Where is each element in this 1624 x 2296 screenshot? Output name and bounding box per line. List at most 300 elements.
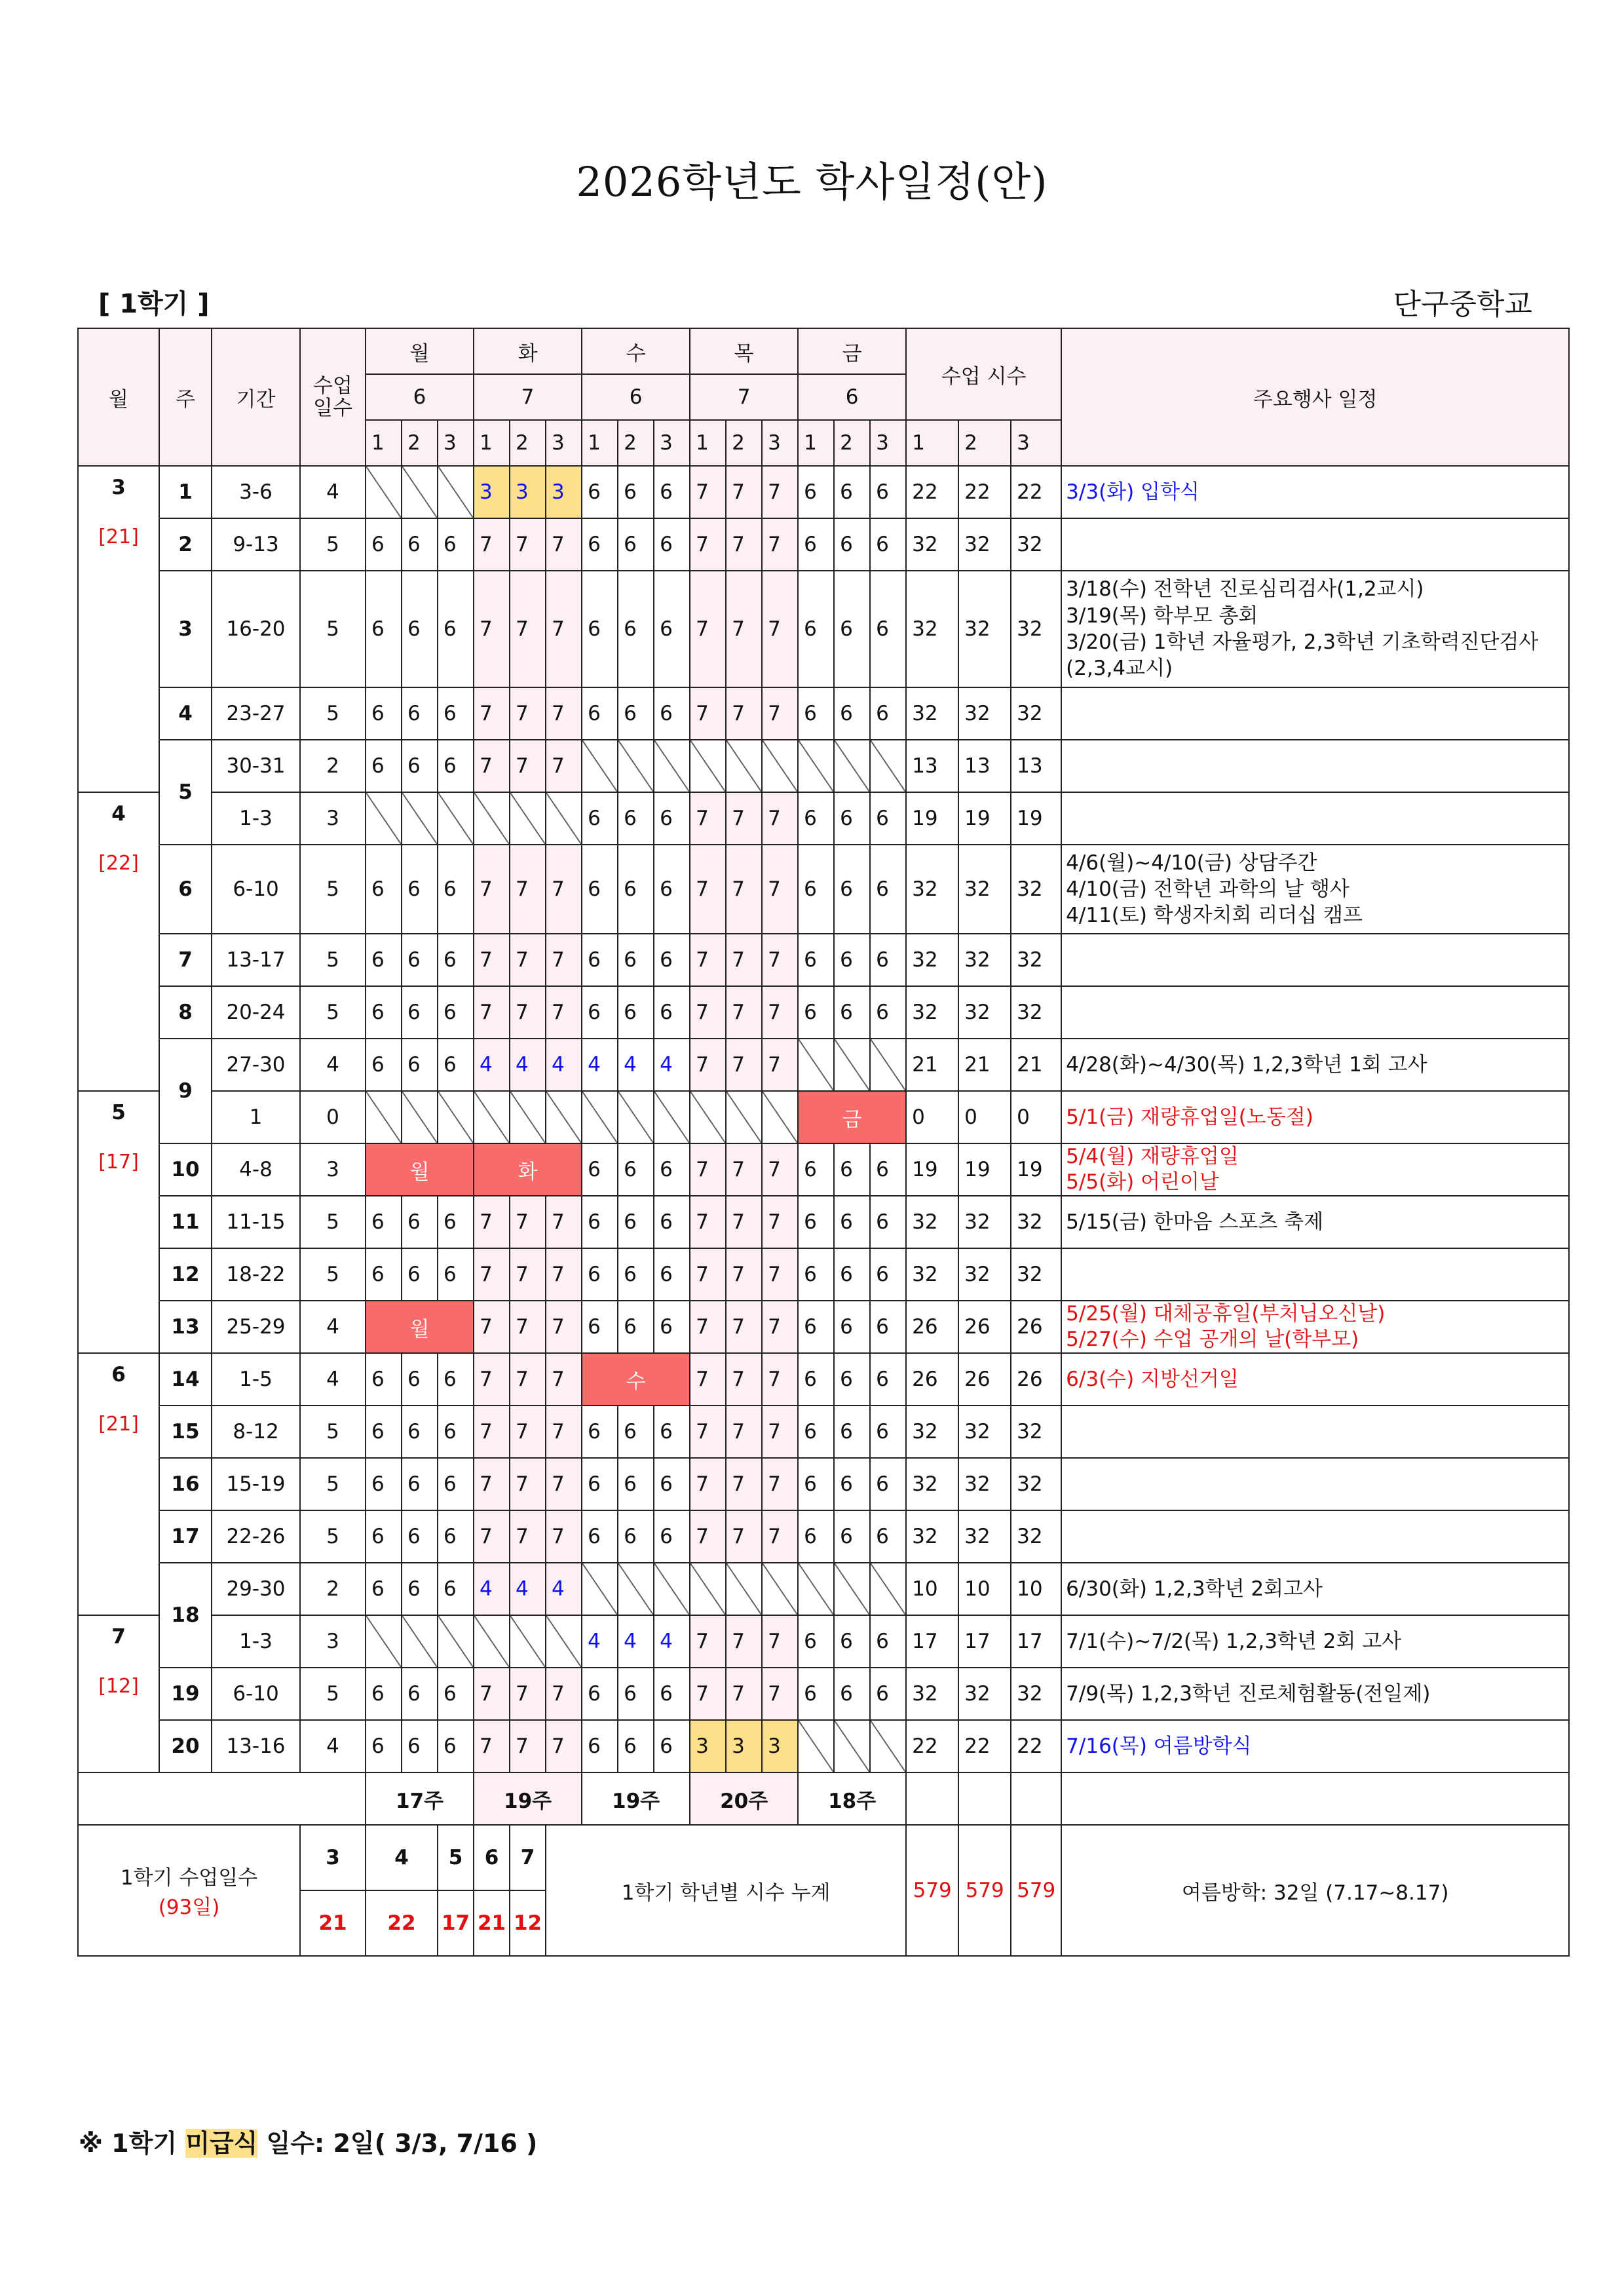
no-class-cell	[654, 1563, 690, 1615]
hours-cell: 7	[510, 934, 546, 986]
footnote-suffix: 일수: 2일( 3/3, 7/16 )	[257, 2129, 538, 2158]
week-number: 1	[159, 466, 212, 518]
class-hours-cell: 32	[1011, 845, 1061, 934]
hours-cell: 7	[474, 934, 510, 986]
header-day-tue: 화	[474, 328, 582, 374]
period-cell: 25-29	[212, 1301, 300, 1353]
hours-cell: 6	[834, 792, 870, 845]
events-cell	[1061, 1353, 1569, 1406]
class-days-cell: 5	[300, 1406, 366, 1458]
hours-cell: 6	[438, 1406, 474, 1458]
class-hours-cell: 32	[958, 845, 1011, 934]
hours-cell: 6	[402, 1563, 438, 1615]
hours-cell: 6	[654, 1668, 690, 1720]
hours-cell: 6	[366, 1406, 402, 1458]
hours-cell: 6	[402, 740, 438, 792]
hours-cell: 6	[870, 466, 906, 518]
blank-cell	[78, 1772, 366, 1825]
class-days-cell: 3	[300, 1143, 366, 1196]
hours-cell: 7	[510, 1510, 546, 1563]
hours-cell: 6	[798, 845, 834, 934]
event-item: (2,3,4교시)	[1066, 657, 1173, 681]
hours-cell: 7	[762, 934, 798, 986]
period-cell: 18-22	[212, 1248, 300, 1301]
no-class-cell	[834, 1039, 870, 1091]
hours-cell: 7	[762, 571, 798, 687]
hours-cell: 7	[690, 518, 726, 571]
class-hours-cell: 32	[958, 1196, 1011, 1248]
event-item: 6/30(화) 1,2,3학년 2회고사	[1066, 1577, 1323, 1601]
blank-cell	[958, 1772, 1011, 1825]
hours-cell: 7	[546, 1196, 582, 1248]
hours-cell: 6	[870, 1196, 906, 1248]
hours-cell: 6	[582, 1720, 618, 1772]
table-row	[78, 845, 1569, 934]
hours-cell: 7	[762, 1406, 798, 1458]
hours-cell: 6	[438, 1720, 474, 1772]
no-class-cell	[726, 1091, 762, 1143]
hours-cell: 7	[510, 845, 546, 934]
hours-cell: 6	[618, 934, 654, 986]
hours-cell: 6	[618, 1458, 654, 1510]
month-cell	[78, 792, 159, 1091]
class-days-cell: 5	[300, 1196, 366, 1248]
hours-cell: 7	[726, 986, 762, 1039]
hours-cell: 6	[618, 1406, 654, 1458]
hours-cell: 6	[654, 792, 690, 845]
class-hours-cell: 10	[906, 1563, 958, 1615]
table-row	[78, 1353, 1569, 1406]
hours-cell: 6	[870, 934, 906, 986]
hours-cell: 6	[438, 1668, 474, 1720]
hours-cell: 7	[510, 1406, 546, 1458]
event-item: 3/19(목) 학부모 총회	[1066, 603, 1258, 628]
header-grade: 1	[474, 420, 510, 466]
hours-cell: 6	[834, 1615, 870, 1668]
class-hours-cell: 21	[906, 1039, 958, 1091]
class-hours-cell: 19	[906, 792, 958, 845]
event-item: 5/1(금) 재량휴업일(노동절)	[1066, 1105, 1313, 1129]
table-row	[78, 1720, 1569, 1772]
no-class-cell	[510, 1615, 546, 1668]
hours-cell: 6	[366, 845, 402, 934]
no-class-cell	[546, 1091, 582, 1143]
month-number: 4	[111, 802, 126, 826]
week-number: 11	[159, 1196, 212, 1248]
class-days-cell: 5	[300, 1458, 366, 1510]
hours-cell: 7	[762, 1301, 798, 1353]
hours-cell: 6	[582, 1510, 618, 1563]
table-row	[78, 687, 1569, 740]
hours-cell: 7	[690, 571, 726, 687]
blank-cell	[1061, 1772, 1569, 1825]
class-hours-cell: 32	[958, 1248, 1011, 1301]
event-item: 4/10(금) 전학년 과학의 날 행사	[1066, 877, 1350, 901]
class-days-cell: 2	[300, 740, 366, 792]
hours-cell: 6	[798, 792, 834, 845]
hours-cell: 7	[690, 687, 726, 740]
week-number: 17	[159, 1510, 212, 1563]
no-class-cell	[510, 792, 546, 845]
class-days-cell: 5	[300, 571, 366, 687]
table-row	[78, 1091, 1569, 1143]
week-number: 5	[159, 740, 212, 845]
header-grade: 1	[366, 420, 402, 466]
summary-month-days: 17	[438, 1890, 474, 1956]
class-hours-cell: 32	[1011, 1668, 1061, 1720]
class-days-cell: 5	[300, 934, 366, 986]
hours-cell: 7	[726, 845, 762, 934]
hours-cell: 6	[402, 934, 438, 986]
hours-cell: 7	[690, 1668, 726, 1720]
week-number: 15	[159, 1406, 212, 1458]
hours-cell: 6	[618, 518, 654, 571]
hours-cell: 7	[474, 518, 510, 571]
hours-cell: 7	[690, 1510, 726, 1563]
no-class-cell	[402, 466, 438, 518]
hours-cell: 7	[762, 466, 798, 518]
hours-cell: 7	[510, 1196, 546, 1248]
no-class-cell	[690, 1563, 726, 1615]
hours-cell: 6	[438, 1248, 474, 1301]
hours-cell: 7	[546, 986, 582, 1039]
period-cell: 6-10	[212, 845, 300, 934]
hours-cell: 3	[510, 466, 546, 518]
class-hours-cell: 26	[1011, 1301, 1061, 1353]
events-cell	[1061, 1510, 1569, 1563]
events-cell	[1061, 1458, 1569, 1510]
class-hours-cell: 32	[1011, 1510, 1061, 1563]
hours-cell: 6	[870, 1615, 906, 1668]
hours-cell: 6	[366, 687, 402, 740]
event-item: 4/6(월)~4/10(금) 상담주간	[1066, 851, 1317, 875]
no-class-cell	[402, 1615, 438, 1668]
table-row	[78, 1615, 1569, 1668]
cumulative-hours: 579	[1011, 1825, 1061, 1956]
holiday-cell: 화	[474, 1143, 582, 1196]
hours-cell: 7	[762, 986, 798, 1039]
hours-cell: 6	[618, 1196, 654, 1248]
hours-cell: 6	[618, 1510, 654, 1563]
blank-cell	[906, 1772, 958, 1825]
holiday-cell: 금	[798, 1091, 906, 1143]
hours-cell: 7	[690, 466, 726, 518]
class-hours-cell: 32	[906, 1248, 958, 1301]
class-hours-cell: 32	[958, 1510, 1011, 1563]
class-hours-cell: 17	[958, 1615, 1011, 1668]
hours-cell: 6	[834, 1301, 870, 1353]
class-hours-cell: 19	[1011, 1143, 1061, 1196]
header-grade: 2	[618, 420, 654, 466]
no-class-cell	[870, 1563, 906, 1615]
hours-cell: 7	[474, 1720, 510, 1772]
header-grade: 1	[690, 420, 726, 466]
hours-cell: 6	[438, 1039, 474, 1091]
hours-cell: 7	[510, 1668, 546, 1720]
class-days-cell: 4	[300, 1039, 366, 1091]
hours-cell: 6	[582, 986, 618, 1039]
summary-month: 7	[510, 1825, 546, 1890]
month-days: [17]	[98, 1151, 139, 1174]
week-number: 20	[159, 1720, 212, 1772]
hours-cell: 6	[438, 518, 474, 571]
no-class-cell	[438, 1615, 474, 1668]
period-cell: 23-27	[212, 687, 300, 740]
period-cell: 20-24	[212, 986, 300, 1039]
hours-cell: 4	[510, 1563, 546, 1615]
hours-cell: 6	[798, 1615, 834, 1668]
events-cell	[1061, 687, 1569, 740]
week-totals-row	[78, 1772, 1569, 1825]
class-hours-cell: 32	[906, 1668, 958, 1720]
header-period: 기간	[212, 328, 300, 466]
events-cell	[1061, 1248, 1569, 1301]
footnote-highlight: 미급식	[185, 2129, 258, 2158]
no-class-cell	[402, 792, 438, 845]
hours-cell: 7	[546, 934, 582, 986]
period-cell: 3-6	[212, 466, 300, 518]
hours-cell: 6	[654, 1248, 690, 1301]
summary-label-cell	[78, 1825, 300, 1956]
table-row	[78, 1510, 1569, 1563]
period-cell: 11-15	[212, 1196, 300, 1248]
hours-cell: 6	[870, 792, 906, 845]
hours-cell: 6	[438, 687, 474, 740]
hours-cell: 6	[654, 934, 690, 986]
hours-cell: 4	[474, 1039, 510, 1091]
hours-cell: 6	[582, 1668, 618, 1720]
hours-cell: 4	[582, 1039, 618, 1091]
hours-cell: 6	[834, 1143, 870, 1196]
summary-month-days: 22	[366, 1890, 438, 1956]
header-grade: 1	[906, 420, 958, 466]
hours-cell: 6	[654, 1720, 690, 1772]
class-hours-cell: 32	[906, 518, 958, 571]
school-name: 단구중학교	[1393, 288, 1532, 321]
footnote	[79, 2123, 537, 2159]
header-class-days: 수업 일수	[300, 328, 366, 466]
class-days-cell: 5	[300, 1510, 366, 1563]
event-item: 3/18(수) 전학년 진로심리검사(1,2교시)	[1066, 577, 1424, 602]
hours-cell: 7	[762, 1668, 798, 1720]
period-cell: 1-3	[212, 1615, 300, 1668]
hours-cell: 7	[510, 518, 546, 571]
hours-cell: 6	[402, 845, 438, 934]
week-number: 2	[159, 518, 212, 571]
no-class-cell	[798, 1563, 834, 1615]
hours-cell: 6	[366, 1510, 402, 1563]
hours-cell: 7	[690, 845, 726, 934]
no-class-cell	[762, 1091, 798, 1143]
class-hours-cell: 32	[1011, 518, 1061, 571]
hours-cell: 6	[402, 518, 438, 571]
hours-cell: 6	[834, 934, 870, 986]
month-cell	[78, 1091, 159, 1353]
hours-cell: 6	[438, 1196, 474, 1248]
class-hours-cell: 32	[1011, 1458, 1061, 1510]
summary-month-days: 21	[300, 1890, 366, 1956]
hours-cell: 6	[654, 466, 690, 518]
header-events: 주요행사 일정	[1061, 328, 1569, 466]
hours-cell: 6	[654, 571, 690, 687]
month-cell	[78, 466, 159, 792]
hours-cell: 7	[546, 1510, 582, 1563]
cumulative-label: 1학기 학년별 시수 누계	[546, 1825, 906, 1956]
header-hours-thu: 7	[690, 374, 798, 420]
hours-cell: 6	[618, 1248, 654, 1301]
header-hours-wed: 6	[582, 374, 690, 420]
class-hours-cell: 32	[1011, 1196, 1061, 1248]
hours-cell: 6	[618, 571, 654, 687]
hours-cell: 4	[474, 1563, 510, 1615]
no-class-cell	[618, 740, 654, 792]
summary-month-days: 21	[474, 1890, 510, 1956]
class-hours-cell: 19	[958, 1143, 1011, 1196]
no-class-cell	[726, 1563, 762, 1615]
hours-cell: 6	[654, 845, 690, 934]
class-days-cell: 4	[300, 1353, 366, 1406]
header-grade: 2	[510, 420, 546, 466]
table-row	[78, 571, 1569, 687]
hours-cell: 3	[474, 466, 510, 518]
hours-cell: 7	[546, 1720, 582, 1772]
class-days-cell: 2	[300, 1563, 366, 1615]
hours-cell: 6	[834, 1248, 870, 1301]
hours-cell: 3	[546, 466, 582, 518]
hours-cell: 6	[582, 1143, 618, 1196]
hours-cell: 6	[402, 1510, 438, 1563]
hours-cell: 7	[762, 792, 798, 845]
hours-cell: 6	[366, 1353, 402, 1406]
header-class-hours: 수업 시수	[906, 328, 1061, 420]
hours-cell: 7	[546, 1458, 582, 1510]
week-number: 18	[159, 1563, 212, 1668]
no-class-cell	[690, 1091, 726, 1143]
hours-cell: 6	[798, 1353, 834, 1406]
month-cell	[78, 1353, 159, 1615]
summary-month: 3	[300, 1825, 366, 1890]
week-number: 7	[159, 934, 212, 986]
class-hours-cell: 19	[1011, 792, 1061, 845]
class-days-cell: 5	[300, 1248, 366, 1301]
hours-cell: 7	[510, 740, 546, 792]
class-days-cell: 5	[300, 518, 366, 571]
holiday-cell: 월	[366, 1301, 474, 1353]
hours-cell: 7	[510, 1248, 546, 1301]
hours-cell: 6	[834, 1510, 870, 1563]
events-cell	[1061, 934, 1569, 986]
hours-cell: 6	[438, 934, 474, 986]
class-hours-cell: 26	[906, 1301, 958, 1353]
class-hours-cell: 17	[906, 1615, 958, 1668]
table-row	[78, 1301, 1569, 1353]
hours-cell: 6	[654, 1510, 690, 1563]
hours-cell: 6	[798, 1301, 834, 1353]
hours-cell: 6	[438, 740, 474, 792]
hours-cell: 7	[474, 1301, 510, 1353]
summary-label: 1학기 수업일수	[120, 1866, 258, 1890]
hours-cell: 6	[618, 466, 654, 518]
period-cell: 1-5	[212, 1353, 300, 1406]
period-cell: 1	[212, 1091, 300, 1143]
class-hours-cell: 19	[958, 792, 1011, 845]
period-cell: 30-31	[212, 740, 300, 792]
class-hours-cell: 32	[1011, 1406, 1061, 1458]
event-item: 5/4(월) 재량휴업일	[1066, 1145, 1239, 1169]
hours-cell: 6	[798, 466, 834, 518]
hours-cell: 7	[474, 1458, 510, 1510]
hours-cell: 6	[798, 1406, 834, 1458]
hours-cell: 6	[654, 1301, 690, 1353]
no-class-cell	[654, 740, 690, 792]
hours-cell: 7	[546, 687, 582, 740]
hours-cell: 6	[366, 1563, 402, 1615]
header-grade: 2	[834, 420, 870, 466]
hours-cell: 6	[870, 1143, 906, 1196]
week-number: 12	[159, 1248, 212, 1301]
hours-cell: 6	[834, 1353, 870, 1406]
hours-cell: 7	[474, 986, 510, 1039]
hours-cell: 7	[726, 1353, 762, 1406]
hours-cell: 6	[438, 1510, 474, 1563]
hours-cell: 6	[870, 687, 906, 740]
table-row	[78, 740, 1569, 792]
hours-cell: 6	[654, 1143, 690, 1196]
no-class-cell	[546, 1615, 582, 1668]
period-cell: 13-16	[212, 1720, 300, 1772]
hours-cell: 4	[510, 1039, 546, 1091]
hours-cell: 6	[798, 986, 834, 1039]
hours-cell: 6	[870, 1248, 906, 1301]
hours-cell: 6	[870, 845, 906, 934]
class-hours-cell: 32	[958, 518, 1011, 571]
week-number: 10	[159, 1143, 212, 1196]
no-class-cell	[618, 1091, 654, 1143]
hours-cell: 6	[834, 1406, 870, 1458]
hours-cell: 6	[654, 687, 690, 740]
hours-cell: 6	[870, 1510, 906, 1563]
period-cell: 29-30	[212, 1563, 300, 1615]
hours-cell: 7	[510, 1353, 546, 1406]
events-cell	[1061, 986, 1569, 1039]
no-class-cell	[762, 740, 798, 792]
hours-cell: 7	[726, 571, 762, 687]
hours-cell: 7	[726, 1196, 762, 1248]
hours-cell: 6	[870, 1301, 906, 1353]
hours-cell: 6	[798, 934, 834, 986]
hours-cell: 7	[690, 792, 726, 845]
events-cell	[1061, 1563, 1569, 1615]
class-hours-cell: 22	[906, 466, 958, 518]
header-month: 월	[78, 328, 159, 466]
hours-cell: 7	[690, 986, 726, 1039]
hours-cell: 6	[798, 687, 834, 740]
class-hours-cell: 32	[1011, 571, 1061, 687]
header-grade: 3	[762, 420, 798, 466]
class-days-cell: 5	[300, 1668, 366, 1720]
no-class-cell	[366, 466, 402, 518]
class-days-cell: 4	[300, 1720, 366, 1772]
event-item: 4/28(화)~4/30(목) 1,2,3학년 1회 고사	[1066, 1052, 1427, 1077]
class-hours-cell: 32	[1011, 986, 1061, 1039]
hours-cell: 7	[762, 1248, 798, 1301]
month-days: [12]	[98, 1675, 139, 1698]
hours-cell: 7	[474, 740, 510, 792]
event-item: 3/20(금) 1학년 자율평가, 2,3학년 기초학력진단검사	[1066, 630, 1539, 654]
header-day-fri: 금	[798, 328, 906, 374]
hours-cell: 7	[510, 1458, 546, 1510]
week-total-cell: 19주	[582, 1772, 690, 1825]
